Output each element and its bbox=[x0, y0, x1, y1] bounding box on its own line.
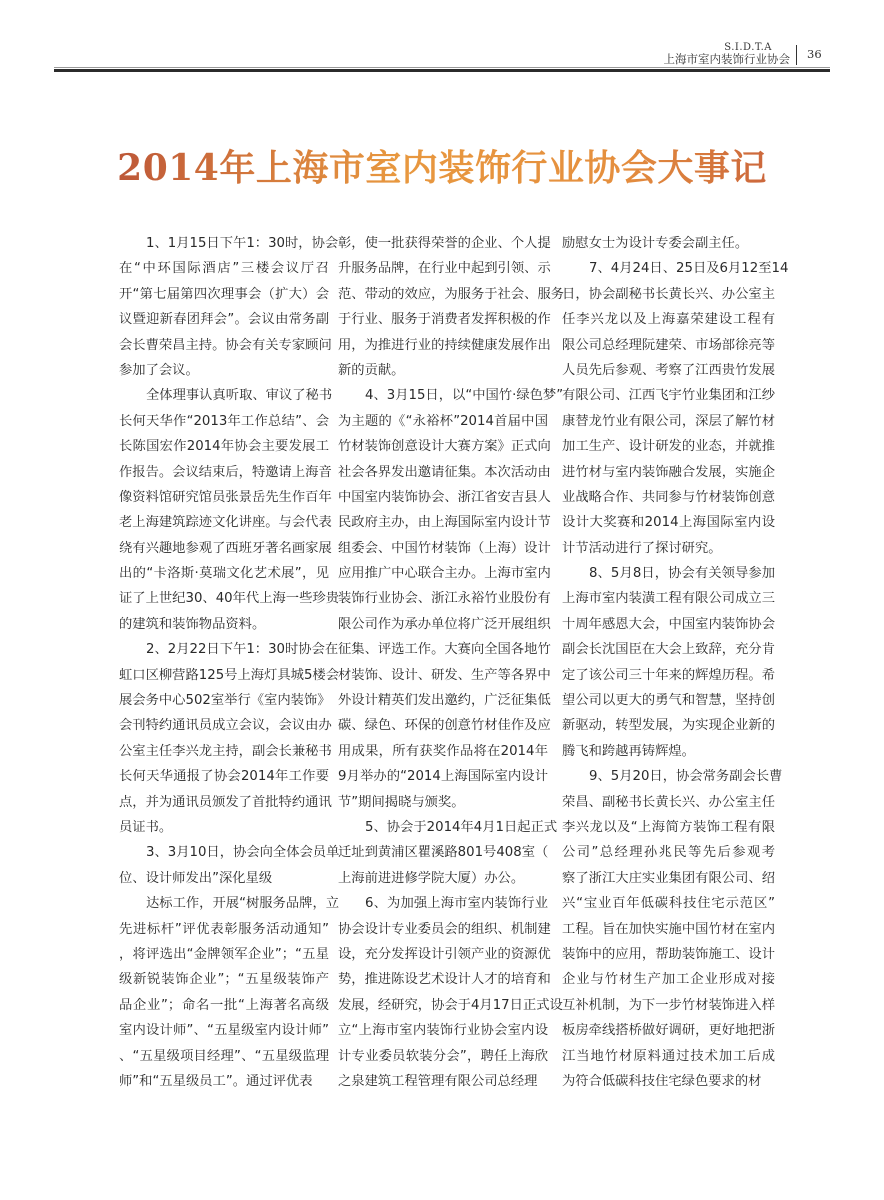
paragraph-line: 长陈国宏作2014年协会主要发展工 bbox=[119, 439, 329, 455]
header-rule-thick bbox=[54, 69, 830, 72]
paragraph-line: 限公司总经理阮建荣、市场部徐亮等 bbox=[562, 337, 775, 353]
paragraph-line: 虹口区柳营路125号上海灯具城5楼会 bbox=[119, 667, 339, 683]
paragraph-line: 级新锐装饰企业”；“五星级装饰产 bbox=[119, 972, 329, 988]
paragraph-line: 6、为加强上海市室内装饰行业 bbox=[365, 896, 548, 912]
paragraph-line: 像资料馆研究馆员张景岳先生作百年 bbox=[119, 489, 332, 505]
paragraph-line: 发展，经研究，协会于4月17日正式设 bbox=[338, 997, 563, 1013]
paragraph-line: 9、5月20日，协会常务副会长曹 bbox=[589, 769, 783, 785]
paragraph-line: 加工生产、设计研发的业态，并就推 bbox=[562, 439, 775, 455]
paragraph-line: 先进标杆”评优表彰服务活动通知” bbox=[119, 921, 329, 937]
paragraph-line: 范、带动的效应，为服务于社会、服务 bbox=[338, 286, 565, 302]
text-column-3 bbox=[562, 231, 789, 1094]
paragraph-line: 有限公司、江西飞宇竹业集团和江纱 bbox=[562, 388, 775, 404]
paragraph-line: 位、设计师发出”深化星级 bbox=[119, 870, 273, 886]
paragraph-line: 望公司以更大的勇气和智慧，坚持创 bbox=[562, 693, 775, 709]
paragraph-line: 定了该公司三十年来的辉煌历程。希 bbox=[562, 667, 775, 683]
paragraph-line: 迁址到黄浦区瞿溪路801号408室（ bbox=[338, 845, 549, 861]
paragraph-line: 员证书。 bbox=[119, 819, 173, 835]
paragraph-line: 民政府主办，由上海国际室内设计节 bbox=[338, 515, 551, 531]
paragraph-line: 企业与竹材生产加工企业形成对接 bbox=[562, 972, 775, 988]
paragraph-line: 于行业、服务于消费者发挥积极的作 bbox=[338, 312, 551, 328]
paragraph-line: 品企业”；命名一批“上海著名高级 bbox=[119, 997, 329, 1013]
paragraph-line: 议暨迎新春团拜会”。会议由常务副 bbox=[119, 312, 329, 328]
paragraph-line: 江当地竹材原料通过技术加工后成 bbox=[562, 1048, 775, 1064]
paragraph-line: 展会务中心502室举行《室内装饰》 bbox=[119, 693, 331, 709]
paragraph-line: 新的贡献。 bbox=[338, 362, 405, 378]
paragraph-line: 装饰行业协会、浙江永裕竹业股份有 bbox=[338, 591, 551, 607]
paragraph-line: 腾飞和跨越再铸辉煌。 bbox=[562, 743, 695, 759]
paragraph-line: 参加了会议。 bbox=[119, 362, 199, 378]
running-header bbox=[664, 42, 791, 66]
paragraph-line: ，将评选出“金牌领军企业”；“五星 bbox=[119, 946, 329, 962]
paragraph-line: 点，并为通讯员颁发了首批特约通讯 bbox=[119, 794, 332, 810]
paragraph-line: 用成果，所有获奖作品将在2014年 bbox=[338, 743, 548, 759]
paragraph-line: 上海市室内装潢工程有限公司成立三 bbox=[562, 591, 775, 607]
paragraph-line: 之泉建筑工程管理有限公司总经理 bbox=[338, 1073, 538, 1089]
paragraph-line: 人员先后参观、考察了江西贵竹发展 bbox=[562, 362, 775, 378]
text-column-1 bbox=[119, 231, 340, 1094]
paragraph-line: 会长曹荣昌主持。协会有关专家顾问 bbox=[119, 337, 332, 353]
paragraph-line: 设计大奖赛和2014上海国际室内设 bbox=[562, 515, 775, 531]
paragraph-line: 彰，使一批获得荣誉的企业、个人提 bbox=[338, 236, 551, 251]
paragraph-line: 日，协会副秘书长黄长兴、办公室主 bbox=[562, 286, 775, 302]
paragraph-line: 7、4月24日、25日及6月12至14 bbox=[589, 261, 789, 277]
paragraph-line: 康替龙竹业有限公司，深层了解竹材 bbox=[562, 413, 775, 429]
paragraph-line: 5、协会于2014年4月1日起正式 bbox=[365, 819, 558, 835]
paragraph-line: 碳、绿色、环保的创意竹材佳作及应 bbox=[338, 718, 551, 734]
paragraph-line: 中国室内装饰协会、浙江省安吉县人 bbox=[338, 489, 551, 505]
paragraph-line: 应用推广中心联合主办。上海市室内 bbox=[338, 566, 551, 582]
paragraph-line: 证了上世纪30、40年代上海一些珍贵 bbox=[119, 591, 339, 607]
paragraph-line: 十周年感恩大会，中国室内装饰协会 bbox=[562, 616, 775, 632]
paragraph-line: 为主题的《“永裕杯”2014首届中国 bbox=[338, 413, 548, 429]
paragraph-line: 工程。旨在加快实施中国竹材在室内 bbox=[562, 921, 775, 937]
article-title: 2014年上海市室内装饰行业协会大事记 bbox=[0, 142, 884, 194]
paragraph-line: 任李兴龙以及上海嘉荣建设工程有 bbox=[562, 312, 775, 328]
paragraph-line: 、“五星级项目经理”、“五星级监理 bbox=[119, 1048, 329, 1064]
paragraph-line: 计专业委员软装分会”，聘任上海欣 bbox=[338, 1048, 548, 1064]
header-divider bbox=[796, 45, 797, 65]
paragraph-line: 李兴龙以及“上海简方装饰工程有限 bbox=[562, 819, 775, 835]
paragraph-line: 社会各界发出邀请征集。本次活动由 bbox=[338, 464, 551, 480]
paragraph-line: 出的“卡洛斯·莫瑞文化艺术展”，见 bbox=[119, 566, 329, 582]
paragraph-line: 在“中环国际酒店”三楼会议厅召 bbox=[119, 261, 329, 277]
paragraph-line: 达标工作，开展“树服务品牌，立 bbox=[146, 896, 340, 912]
paragraph-line: 4、3月15日，以“中国竹·绿色梦” bbox=[365, 388, 564, 404]
paragraph-line: 设，充分发挥设计引领产业的资源优 bbox=[338, 946, 551, 962]
paragraph-line: 长何天华通报了协会2014年工作要 bbox=[119, 769, 329, 785]
paragraph-line: 限公司作为承办单位将广泛开展组织 bbox=[338, 616, 551, 632]
paragraph-line: 8、5月8日，协会有关领导参加 bbox=[589, 566, 775, 582]
paragraph-line: 新驱动，转型发展，为实现企业新的 bbox=[562, 718, 775, 734]
paragraph-line: 板房牵线搭桥做好调研，更好地把浙 bbox=[562, 1023, 775, 1039]
paragraph-line: 互补机制，为下一步竹材装饰进入样 bbox=[562, 997, 775, 1013]
paragraph-line: 3、3月10日，协会向全体会员单 bbox=[146, 845, 340, 861]
paragraph-line: 室内设计师”、“五星级室内设计师” bbox=[119, 1023, 329, 1039]
paragraph-line: 会刊特约通讯员成立会议，会议由办 bbox=[119, 718, 332, 734]
paragraph-line: 竹材装饰创意设计大赛方案》正式向 bbox=[338, 439, 551, 455]
paragraph-line: 征集、评选工作。大赛向全国各地竹 bbox=[338, 642, 551, 658]
paragraph-line: 上海前进进修学院大厦）办公。 bbox=[338, 870, 525, 886]
paragraph-line: 装饰中的应用，帮助装饰施工、设计 bbox=[562, 946, 775, 962]
header-rule-thin bbox=[54, 67, 830, 68]
paragraph-line: 为符合低碳科技住宅绿色要求的材 bbox=[562, 1073, 762, 1089]
paragraph-line: 外设计精英们发出邀约，广泛征集低 bbox=[338, 693, 551, 709]
paragraph-line: 材装饰、设计、研发、生产等各界中 bbox=[338, 667, 551, 683]
paragraph-line: 长何天华作“2013年工作总结”、会 bbox=[119, 413, 329, 429]
paragraph-line: 副会长沈国臣在大会上致辞，充分肯 bbox=[562, 642, 775, 658]
paragraph-line: 用，为推进行业的持续健康发展作出 bbox=[338, 337, 551, 353]
paragraph-line: 9月举办的“2014上海国际室内设计 bbox=[338, 769, 548, 785]
paragraph-line: 公室主任李兴龙主持，副会长兼秘书 bbox=[119, 743, 332, 759]
paragraph-line: 升服务品牌，在行业中起到引领、示 bbox=[338, 261, 551, 277]
paragraph-line: 立“上海市室内装饰行业协会室内设 bbox=[338, 1023, 548, 1039]
header-abbreviation: S.I.D.T.A bbox=[724, 42, 772, 53]
paragraph-line: 1、1月15日下午1：30时，协会 bbox=[146, 236, 339, 251]
paragraph-line: 励慰女士为设计专委会副主任。 bbox=[562, 236, 749, 251]
header-organization: 上海市室内装饰行业协会 bbox=[663, 52, 790, 66]
paragraph-line: 开“第七届第四次理事会（扩大）会 bbox=[119, 286, 329, 302]
paragraph-line: 察了浙江大庄实业集团有限公司、绍 bbox=[562, 870, 775, 886]
paragraph-line: 全体理事认真听取、审议了秘书 bbox=[146, 388, 333, 404]
paragraph-line: 势，推进陈设艺术设计人才的培育和 bbox=[338, 972, 551, 988]
paragraph-line: 师”和“五星级员工”。通过评优表 bbox=[119, 1073, 313, 1089]
paragraph-line: 老上海建筑踪迹文化讲座。与会代表 bbox=[119, 515, 332, 531]
paragraph-line: 荣昌、副秘书长黄长兴、办公室主任 bbox=[562, 794, 775, 810]
paragraph-line: 业战略合作、共同参与竹材装饰创意 bbox=[562, 489, 775, 505]
paragraph-line: 组委会、中国竹材装饰（上海）设计 bbox=[338, 540, 551, 556]
paragraph-line: 兴“宝业百年低碳科技住宅示范区” bbox=[562, 896, 775, 912]
paragraph-line: 计节活动进行了探讨研究。 bbox=[562, 540, 722, 556]
paragraph-line: 公司”总经理孙兆民等先后参观考 bbox=[562, 845, 775, 861]
paragraph-line: 节”期间揭晓与颁奖。 bbox=[338, 794, 465, 810]
paragraph-line: 绕有兴趣地参观了西班牙著名画家展 bbox=[119, 540, 332, 556]
paragraph-line: 2、2月22日下午1：30时协会在 bbox=[146, 642, 339, 658]
paragraph-line: 协会设计专业委员会的组织、机制建 bbox=[338, 921, 551, 937]
paragraph-line: 进竹材与室内装饰融合发展，实施企 bbox=[562, 464, 775, 480]
paragraph-line: 的建筑和装饰物品资料。 bbox=[119, 616, 266, 632]
paragraph-line: 作报告。会议结束后，特邀请上海音 bbox=[119, 464, 332, 480]
page-number: 36 bbox=[807, 47, 822, 61]
text-column-2 bbox=[338, 231, 565, 1094]
